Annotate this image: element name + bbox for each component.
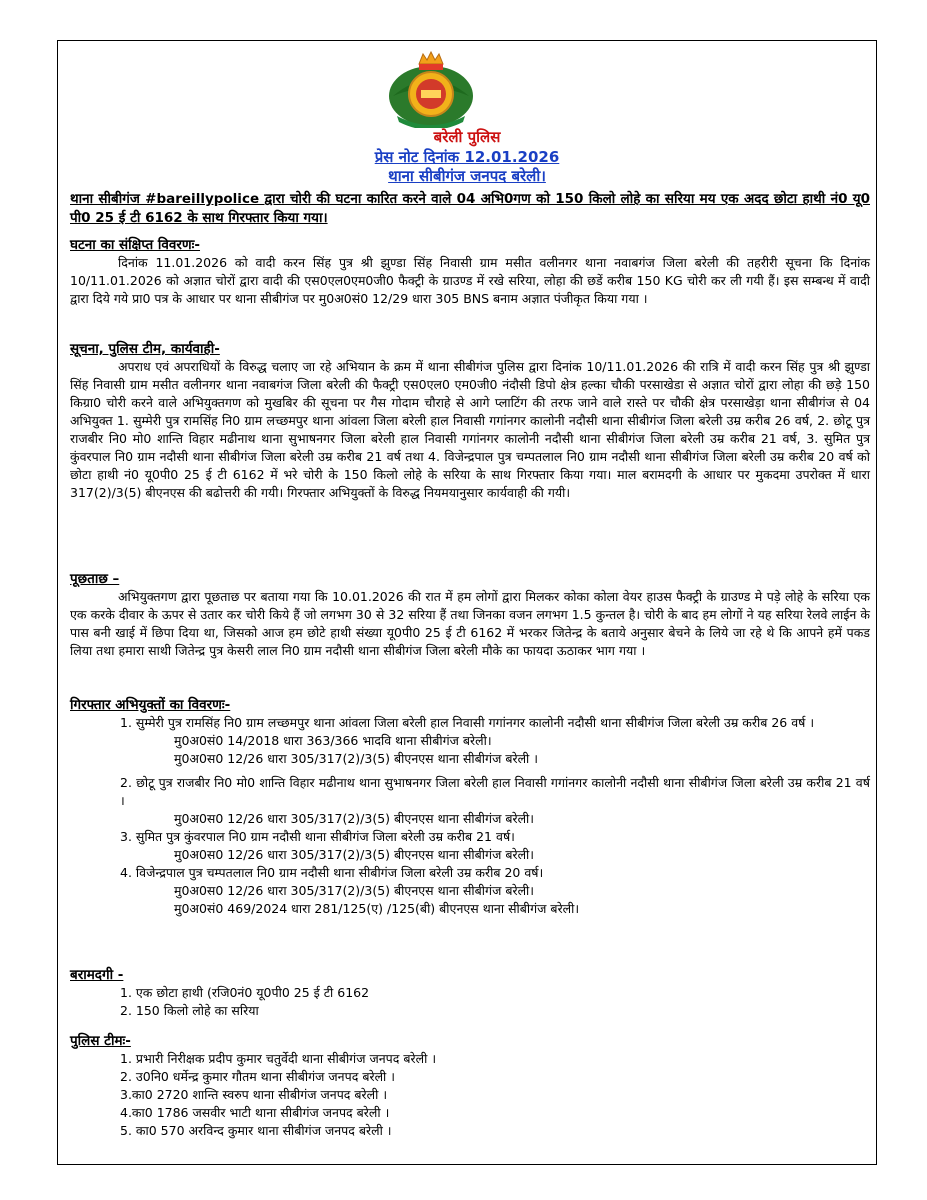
section-title: बरामदगी - <box>70 967 124 983</box>
section-title: गिरफ्तार अभियुक्तों का विवरणः- <box>70 697 231 713</box>
up-police-emblem <box>383 50 479 128</box>
list-item: 2. उ0नि0 धर्मेन्द्र कुमार गौतम थाना सीबीगंज जनपद बरेली । <box>120 1069 396 1084</box>
list-item: मु0अ0सं0 469/2024 धारा 281/125(ए) /125(बी) बीएनएस थाना सीबीगंज बरेली। <box>174 901 580 916</box>
list-item: 1. एक छोटा हाथी (रजि0नं0 यू0पी0 25 ई टी 6162 <box>120 985 370 1000</box>
list-item: मु0अ0स0 12/26 धारा 305/317(2)/3(5) बीएनएस थाना सीबीगंज बरेली। <box>174 811 535 826</box>
header-press-note: प्रेस नोट दिनांक 12.01.2026 <box>374 148 560 166</box>
list-item: 1. प्रभारी निरीक्षक प्रदीप कुमार चतुर्वेदी थाना सीबीगंज जनपद बरेली । <box>120 1051 437 1066</box>
list-item: 2. छोटू पुत्र राजबीर नि0 मो0 शान्ति विहार मढीनाथ थाना सुभाषनगर जिला बरेली हाल निवासी गगांनगर कालोनी नदौसी थाना सीबीगंज जिला बरेली उम्र करीब 21 वर्ष । <box>120 775 870 808</box>
header-org: बरेली पुलिस <box>433 128 501 146</box>
list-item: 4.का0 1786 जसवीर भाटी थाना सीबीगंज जनपद बरेली । <box>120 1105 390 1120</box>
section-title: पुलिस टीमः- <box>70 1033 131 1049</box>
list-item: मु0अ0स0 12/26 धारा 305/317(2)/3(5) बीएनएस थाना सीबीगंज बरेली। <box>174 883 535 898</box>
header-station: थाना सीबीगंज जनपद बरेली। <box>388 167 546 185</box>
section-accused <box>70 696 870 918</box>
section-title: घटना का संक्षिप्त विवरणः- <box>70 237 201 253</box>
section-recovery <box>70 966 870 1020</box>
section-interrogation <box>70 570 870 660</box>
section-title: सूचना, पुलिस टीम, कार्यवाही- <box>70 341 220 357</box>
section-police-team <box>70 1032 870 1140</box>
section-title: पूछताछ – <box>70 571 120 587</box>
list-item: 2. 150 किलो लोहे का सरिया <box>120 1003 259 1018</box>
list-item: 3. सुमित पुत्र कुंवरपाल नि0 ग्राम नदौसी थाना सीबीगंज जिला बरेली उम्र करीब 21 वर्ष। <box>120 829 515 844</box>
section-body: अभियुक्तगण द्वारा पूछताछ पर बताया गया कि 10.01.2026 की रात में हम लोगों द्वारा मिलकर कोका कोला वेयर हाउस फैक्ट्री के ग्राउण्ड मे पड़े लोहे के सरिया एक एक करके दीवार के ऊपर से उतार कर चोरी किये हैं जो लगभग 30 से 32 सरिया हैं तथा जिनका वजन लगभग 1.5 कुन्तल है। चोरी के बाद हम लोगों ने यह सरिया रेलवे लाईन के पास बनी खाई में छिपा दिया था, जिसको आज हम छोटे हाथी संख्या यू0पी0 25 ई टी 6162 में भरकर जितेन्द्र के बताये अनुसार बेचने के लिये जा रहे थे कि आपने हमें पकड लिया तथा हमारा साथी जितेन्द्र पुत्र केसरी लाल नि0 ग्राम नदौसी थाना सीबीगंज जिला बरेली मौके का फायदा ऊठाकर भाग गया । <box>70 589 870 658</box>
list-item: 3.का0 2720 शान्ति स्वरुप थाना सीबीगंज जनपद बरेली । <box>120 1087 388 1102</box>
list-item: मु0अ0स0 12/26 धारा 305/317(2)/3(5) बीएनएस थाना सीबीगंज बरेली । <box>174 751 538 766</box>
section-action <box>70 340 870 502</box>
section-incident <box>70 236 870 308</box>
list-item: मु0अ0सं0 14/2018 धारा 363/366 भादवि थाना सीबीगंज बरेली। <box>174 733 492 748</box>
headline: थाना सीबीगंज #bareillypolice द्वारा चोरी की घटना कारित करने वाले 04 अभि0गण को 150 किलो लोहे का सरिया मय एक अदद छोटा हाथी नं0 यू0 पी0 25 ई टी 6162 के साथ गिरफ्तार किया गया। <box>70 191 870 226</box>
list-item: 5. का0 570 अरविन्द कुमार थाना सीबीगंज जनपद बरेली । <box>120 1123 392 1138</box>
list-item: 4. विजेन्द्रपाल पुत्र चम्पतलाल नि0 ग्राम नदौसी थाना सीबीगंज जिला बरेली उम्र करीब 20 वर्ष। <box>120 865 544 880</box>
list-item: 1. सुम्मेरी पुत्र रामसिंह नि0 ग्राम लच्छमपुर थाना आंवला जिला बरेली हाल निवासी गगांनगर कालोनी नदौसी थाना सीबीगंज जिला बरेली उम्र करीब 26 वर्ष । <box>120 715 815 730</box>
list-item: मु0अ0स0 12/26 धारा 305/317(2)/3(5) बीएनएस थाना सीबीगंज बरेली। <box>174 847 535 862</box>
section-body: अपराध एवं अपराधियों के विरुद्ध चलाए जा रहे अभियान के क्रम में थाना सीबीगंज पुलिस द्वारा दिनांक 10/11.01.2026 की रात्रि में वादी करन सिंह पुत्र श्री झुण्डा सिंह निवासी ग्राम मसीत वलीनगर थाना नवाबगंज जिला बरेली की फैक्ट्री एस0एल0 एम0जी0 नंदौसी डिपो क्षेत्र हल्का चौकी परसाखेडा से अज्ञात चोरों द्वारा लोहा की छड़े 150 किग्रा0 चोरी करने वाले अभियुक्तगण को मुखबिर की सूचना पर गैस गोदाम चौराहे से आगे प्लाटिंग की तरफ जाने वाले रास्ते पर चौकी क्षेत्र परसाखेड़ा थाना सीबीगंज से 04 अभियुक्त 1. सुम्मेरी पुत्र रामसिंह नि0 ग्राम लच्छमपुर थाना आंवला जिला बरेली हाल निवासी गगांनगर कालोनी नदौसी थाना सीबीगंज जिला बरेली उम्र करीब 26 वर्ष, 2. छोटू पुत्र राजबीर नि0 मो0 शान्ति विहार मढीनाथ थाना सुभाषनगर जिला बरेली हाल निवासी गगांनगर कालोनी नदौसी थाना सीबीगंज जिला बरेली उम्र करीब 21 वर्ष, 3. सुमित पुत्र कुंवरपाल नि0 ग्राम नदौसी थाना सीबीगंज जिला बरेली उम्र करीब 21 वर्ष तथा 4. विजेन्द्रपाल पुत्र चम्पतलाल नि0 ग्राम नदौसी थाना सीबीगंज जिला बरेली उम्र करीब 20 वर्ष को छोटा हाथी नं0 यू0पी0 25 ई टी 6162 में भरे चोरी के 150 किलो लोहे के सरिया के साथ गिरफ्तार किया गया। माल बरामदगी के आधार पर मुकदमा उपरोक्त में धारा 317(2)/3(5) बीएनएस की बढोत्तरी की गयी। गिरफ्तार अभियुक्तों के विरुद्ध नियमयानुसार कार्यवाही की गयी। <box>70 359 870 500</box>
section-body: दिनांक 11.01.2026 को वादी करन सिंह पुत्र श्री झुण्डा सिंह निवासी ग्राम मसीत वलीनगर थाना नवाबगंज जिला बरेली की तहरीरी सूचना कि दिनांक 10/11.01.2026 को अज्ञात चोरों द्वारा वादी की एस0एल0एम0जी0 फैक्ट्री के ग्राउण्ड में रखे सरिया, लोहा की छडें करीब 150 KG चोरी कर ली गयी हैं। इस सम्बन्ध में वादी द्वारा दिये गये प्रा0 पत्र के आधार पर थाना सीबीगंज पर मु0अ0सं0 12/29 धारा 305 BNS बनाम अज्ञात पंजीकृत किया गया । <box>70 255 870 306</box>
